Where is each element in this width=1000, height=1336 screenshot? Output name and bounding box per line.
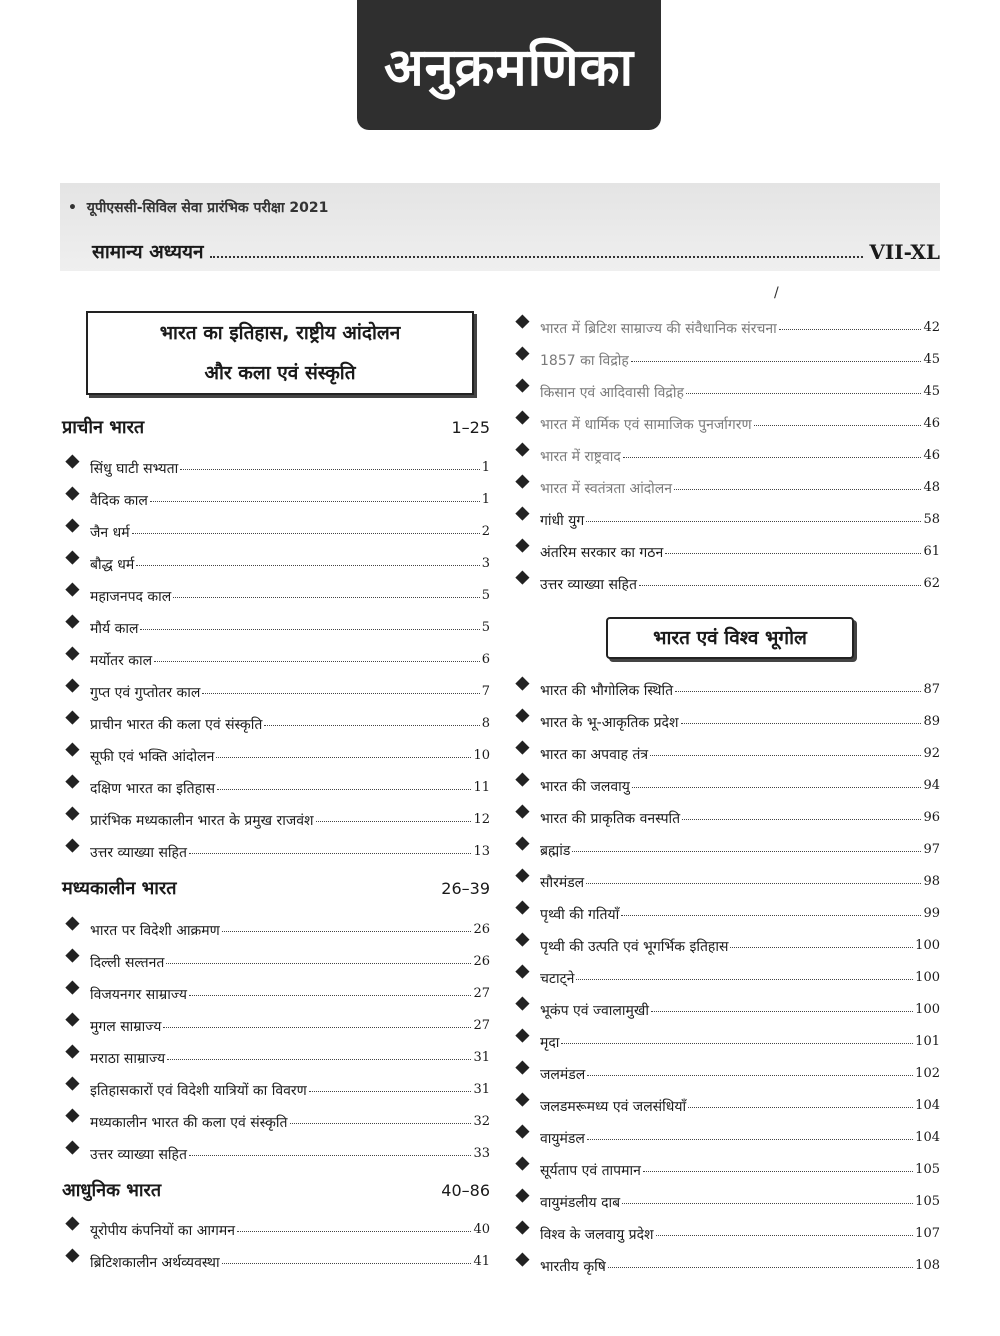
diamond-bullet-icon: [515, 1189, 529, 1203]
toc-item[interactable]: [62, 972, 490, 1004]
toc-item-label: मृदा: [540, 1035, 560, 1051]
diamond-bullet-icon: [515, 539, 529, 553]
toc-list-modern-continued: [512, 306, 940, 594]
toc-item-label: वायुमंडल: [540, 1131, 585, 1147]
section-medieval: [62, 874, 490, 902]
diamond-bullet-icon: [515, 347, 529, 361]
leader-dots: [621, 915, 921, 916]
toc-item-page: 48: [923, 480, 940, 495]
leader-dots: [632, 787, 922, 788]
toc-item-page: 89: [923, 714, 940, 729]
toc-item[interactable]: [62, 1100, 490, 1132]
leader-dots: [754, 425, 922, 426]
toc-item[interactable]: [512, 1052, 940, 1084]
diamond-bullet-icon: [515, 965, 529, 979]
diamond-bullet-icon: [65, 583, 79, 597]
toc-item-page: 104: [915, 1130, 940, 1145]
leader-dots: [643, 1171, 913, 1172]
toc-item[interactable]: [62, 1068, 490, 1100]
diamond-bullet-icon: [515, 507, 529, 521]
toc-item-page: 31: [473, 1082, 490, 1097]
toc-item-label: मर्योतर काल: [90, 653, 153, 669]
toc-item-page: 2: [481, 524, 490, 539]
diamond-bullet-icon: [515, 379, 529, 393]
section-range: 40–86: [441, 1180, 490, 1200]
toc-item[interactable]: [62, 1004, 490, 1036]
toc-item-page: 92: [923, 746, 940, 761]
leader-dots: [189, 995, 471, 996]
toc-item-page: 27: [473, 1018, 490, 1033]
toc-list-medieval: [62, 908, 490, 1164]
leader-dots: [217, 789, 471, 790]
diamond-bullet-icon: [515, 1157, 529, 1171]
exam-subject: सामान्य अध्ययन: [92, 241, 204, 263]
leader-dots: [608, 1267, 913, 1268]
toc-item-label: यूरोपीय कंपनियों का आगमन: [90, 1223, 236, 1239]
toc-list-geography: [512, 668, 940, 1276]
leader-dots: [222, 931, 472, 932]
leader-dots: [623, 457, 922, 458]
toc-item-page: 87: [923, 682, 940, 697]
leader-dots: [688, 1107, 913, 1108]
toc-item-page: 7: [481, 684, 490, 699]
diamond-bullet-icon: [65, 807, 79, 821]
leader-dots: [730, 947, 913, 948]
toc-item-page: 105: [915, 1194, 940, 1209]
leader-dots: [651, 1011, 913, 1012]
leader-dots: [576, 979, 913, 980]
leader-dots: [587, 1075, 913, 1076]
toc-item[interactable]: [62, 798, 490, 830]
diamond-bullet-icon: [65, 1109, 79, 1123]
toc-item[interactable]: [62, 542, 490, 574]
toc-item-page: 105: [915, 1162, 940, 1177]
section-ancient: [62, 413, 490, 441]
pen-mark: /: [774, 285, 779, 301]
diamond-bullet-icon: [515, 901, 529, 915]
geography-section-box: [606, 617, 854, 659]
toc-item-label: भूकंप एवं ज्वालामुखी: [540, 1003, 649, 1019]
diamond-bullet-icon: [65, 743, 79, 757]
toc-item-page: 5: [481, 620, 490, 635]
toc-item-label: जलडमरूमध्य एवं जलसंधियाँ: [540, 1099, 687, 1115]
diamond-bullet-icon: [65, 711, 79, 725]
diamond-bullet-icon: [515, 805, 529, 819]
diamond-bullet-icon: [515, 933, 529, 947]
leader-dots: [136, 565, 479, 566]
toc-item-page: 6: [481, 652, 490, 667]
toc-item[interactable]: [512, 466, 940, 498]
toc-item-page: 32: [473, 1114, 490, 1129]
toc-item-page: 27: [473, 986, 490, 1001]
toc-item-page: 61: [923, 544, 940, 559]
toc-item-label: उत्तर व्याख्या सहित: [540, 577, 637, 593]
leader-dots: [180, 469, 480, 470]
toc-item-label: जैन धर्म: [90, 525, 130, 541]
diamond-bullet-icon: [515, 837, 529, 851]
toc-item[interactable]: [512, 796, 940, 828]
leader-dots: [189, 1155, 472, 1156]
toc-item-label: बौद्ध धर्म: [90, 557, 135, 573]
toc-item[interactable]: [512, 956, 940, 988]
toc-item[interactable]: [62, 446, 490, 478]
exam-subject-row[interactable]: [92, 234, 940, 264]
leader-dots: [189, 853, 472, 854]
toc-item[interactable]: [62, 766, 490, 798]
toc-item[interactable]: [512, 1244, 940, 1276]
toc-item-label: भारत की जलवायु: [540, 779, 630, 795]
leader-dots: [682, 819, 921, 820]
leader-dots: [665, 553, 921, 554]
toc-item-label: जलमंडल: [540, 1067, 586, 1083]
toc-item[interactable]: [62, 940, 490, 972]
toc-item-page: 10: [473, 748, 490, 763]
toc-item-page: 45: [923, 352, 940, 367]
toc-item[interactable]: [512, 338, 940, 370]
toc-item-page: 41: [473, 1254, 490, 1269]
toc-item-label: वायुमंडलीय दाब: [540, 1195, 621, 1211]
toc-item-label: महाजनपद काल: [90, 589, 172, 605]
toc-item[interactable]: [62, 734, 490, 766]
toc-item[interactable]: [62, 510, 490, 542]
toc-item[interactable]: [512, 562, 940, 594]
diamond-bullet-icon: [65, 981, 79, 995]
toc-item[interactable]: [62, 1132, 490, 1164]
toc-item[interactable]: [62, 638, 490, 670]
toc-item-label: भारत की भौगोलिक स्थिति: [540, 683, 674, 699]
leader-dots: [586, 883, 921, 884]
toc-item[interactable]: [512, 306, 940, 338]
leader-dots: [656, 1235, 914, 1236]
toc-list-ancient: [62, 446, 490, 862]
diamond-bullet-icon: [515, 1061, 529, 1075]
toc-item[interactable]: [62, 1240, 490, 1272]
toc-item-label: विश्व के जलवायु प्रदेश: [540, 1227, 654, 1243]
toc-item[interactable]: [512, 1084, 940, 1116]
toc-item-page: 45: [923, 384, 940, 399]
toc-item-page: 26: [473, 954, 490, 969]
leader-dots: [622, 1203, 913, 1204]
page-title: अनुक्रमणिका: [383, 37, 635, 98]
leader-dots: [202, 693, 479, 694]
leader-dots: [222, 1263, 472, 1264]
toc-item-label: चटाट्ने: [540, 971, 575, 987]
toc-item-page: 101: [915, 1034, 940, 1049]
exam-pages: VII-XL: [869, 240, 940, 264]
toc-item-page: 11: [473, 780, 490, 795]
toc-item-label: सूफी एवं भक्ति आंदोलन: [90, 749, 215, 765]
toc-item-page: 13: [473, 844, 490, 859]
diamond-bullet-icon: [515, 443, 529, 457]
exam-line: [68, 198, 328, 217]
toc-item[interactable]: [62, 830, 490, 862]
leader-dots: [639, 585, 922, 586]
toc-item-page: 12: [473, 812, 490, 827]
toc-item[interactable]: [62, 908, 490, 940]
diamond-bullet-icon: [65, 487, 79, 501]
toc-item-label: प्रारंभिक मध्यकालीन भारत के प्रमुख राजवंश: [90, 813, 314, 829]
diamond-bullet-icon: [65, 1249, 79, 1263]
toc-item[interactable]: [512, 828, 940, 860]
title-banner: [357, 0, 661, 130]
leader-dots: [132, 533, 480, 534]
section-heading: आधुनिक भारत: [62, 1180, 162, 1201]
diamond-bullet-icon: [515, 869, 529, 883]
toc-item-page: 1: [481, 492, 490, 507]
toc-item[interactable]: [512, 764, 940, 796]
toc-item[interactable]: [512, 530, 940, 562]
diamond-bullet-icon: [515, 1029, 529, 1043]
toc-item-label: मुगल साम्राज्य: [90, 1019, 162, 1035]
toc-item-label: मध्यकालीन भारत की कला एवं संस्कृति: [90, 1115, 288, 1131]
toc-item-label: भारत में स्वतंत्रता आंदोलन: [540, 481, 673, 497]
diamond-bullet-icon: [65, 519, 79, 533]
toc-item[interactable]: [62, 702, 490, 734]
toc-item-label: भारत में धार्मिक एवं सामाजिक पुनर्जागरण: [540, 417, 752, 433]
diamond-bullet-icon: [515, 571, 529, 585]
toc-item-page: 97: [923, 842, 940, 857]
toc-item-label: वैदिक काल: [90, 493, 148, 509]
toc-item-page: 98: [923, 874, 940, 889]
toc-item[interactable]: [512, 700, 940, 732]
diamond-bullet-icon: [65, 1217, 79, 1231]
toc-item[interactable]: [512, 892, 940, 924]
toc-item[interactable]: [62, 574, 490, 606]
leader-dots: [216, 757, 471, 758]
section-modern: [62, 1176, 490, 1204]
toc-item[interactable]: [512, 1180, 940, 1212]
toc-item[interactable]: [62, 606, 490, 638]
diamond-bullet-icon: [65, 775, 79, 789]
toc-item-label: उत्तर व्याख्या सहित: [90, 845, 187, 861]
toc-item-page: 31: [473, 1050, 490, 1065]
diamond-bullet-icon: [65, 917, 79, 931]
toc-item-label: सूर्यताप एवं तापमान: [540, 1163, 641, 1179]
toc-item-page: 46: [923, 448, 940, 463]
toc-item-label: भारत का अपवाह तंत्र: [540, 747, 649, 763]
toc-item-label: प्राचीन भारत की कला एवं संस्कृति: [90, 717, 263, 733]
toc-item-page: 46: [923, 416, 940, 431]
toc-item[interactable]: [512, 1116, 940, 1148]
diamond-bullet-icon: [65, 1045, 79, 1059]
toc-item-label: दक्षिण भारत का इतिहास: [90, 781, 216, 797]
toc-item[interactable]: [512, 370, 940, 402]
toc-item-page: 104: [915, 1098, 940, 1113]
toc-list-modern: [62, 1208, 490, 1272]
toc-item-page: 100: [915, 970, 940, 985]
toc-item-page: 8: [481, 716, 490, 731]
diamond-bullet-icon: [515, 1093, 529, 1107]
toc-item-label: भारत की प्राकृतिक वनस्पति: [540, 811, 681, 827]
toc-item-label: मौर्य काल: [90, 621, 139, 637]
toc-item[interactable]: [512, 1148, 940, 1180]
toc-item-page: 100: [915, 938, 940, 953]
toc-item-label: उत्तर व्याख्या सहित: [90, 1147, 187, 1163]
toc-item-label: भारत में ब्रिटिश साम्राज्य की संवैधानिक संरचना: [540, 321, 777, 337]
toc-item-page: 42: [923, 320, 940, 335]
toc-item[interactable]: [62, 670, 490, 702]
toc-item-label: 1857 का विद्रोह: [540, 353, 629, 369]
diamond-bullet-icon: [515, 773, 529, 787]
toc-item-page: 5: [481, 588, 490, 603]
toc-item[interactable]: [512, 860, 940, 892]
toc-item[interactable]: [512, 988, 940, 1020]
diamond-bullet-icon: [65, 949, 79, 963]
toc-item-label: भारत पर विदेशी आक्रमण: [90, 923, 220, 939]
toc-item-page: 96: [923, 810, 940, 825]
leader-dots: [572, 851, 921, 852]
history-box-title-1: भारत का इतिहास, राष्ट्रीय आंदोलन: [159, 322, 401, 344]
toc-item-label: ब्रह्मांड: [540, 843, 571, 859]
diamond-bullet-icon: [515, 709, 529, 723]
diamond-bullet-icon: [65, 615, 79, 629]
leader-dots: [779, 329, 922, 330]
diamond-bullet-icon: [65, 679, 79, 693]
leader-dots: [586, 521, 921, 522]
diamond-bullet-icon: [65, 551, 79, 565]
leader-dots: [309, 1091, 472, 1092]
leader-dots: [166, 963, 471, 964]
diamond-bullet-icon: [65, 455, 79, 469]
toc-item-label: मराठा साम्राज्य: [90, 1051, 166, 1067]
diamond-bullet-icon: [65, 1141, 79, 1155]
toc-item[interactable]: [512, 434, 940, 466]
toc-item-label: अंतरिम सरकार का गठन: [540, 545, 664, 561]
leader-dots: [264, 725, 479, 726]
toc-item-label: विजयनगर साम्राज्य: [90, 987, 187, 1003]
toc-item-page: 108: [915, 1258, 940, 1273]
leader-dots: [154, 661, 480, 662]
toc-item-label: गांधी युग: [540, 513, 585, 529]
leader-dots: [587, 1139, 913, 1140]
toc-item-page: 40: [473, 1222, 490, 1237]
toc-item-label: भारतीय कृषि: [540, 1259, 606, 1275]
toc-item-page: 94: [923, 778, 940, 793]
diamond-bullet-icon: [515, 677, 529, 691]
toc-item-label: पृथ्वी की उत्पति एवं भूगर्भिक इतिहास: [540, 939, 729, 955]
toc-item[interactable]: [62, 1208, 490, 1240]
toc-item[interactable]: [512, 732, 940, 764]
toc-item-page: 33: [473, 1146, 490, 1161]
diamond-bullet-icon: [65, 1077, 79, 1091]
history-box-title-2: और कला एवं संस्कृति: [204, 362, 356, 384]
toc-item[interactable]: [512, 1020, 940, 1052]
toc-item-label: भारत के भू-आकृतिक प्रदेश: [540, 715, 679, 731]
diamond-bullet-icon: [515, 741, 529, 755]
exam-name: यूपीएससी-सिविल सेवा प्रारंभिक परीक्षा 2021: [86, 200, 329, 216]
leader-dots: [631, 361, 922, 362]
toc-item-label: सौरमंडल: [540, 875, 585, 891]
diamond-bullet-icon: [65, 1013, 79, 1027]
toc-item-label: गुप्त एवं गुप्तोतर काल: [90, 685, 201, 701]
toc-item-label: पृथ्वी की गतियाँ: [540, 907, 620, 923]
leader-dots: [140, 629, 479, 630]
toc-item[interactable]: [512, 668, 940, 700]
toc-item-page: 99: [923, 906, 940, 921]
leader-dots: [237, 1231, 471, 1232]
toc-item[interactable]: [62, 478, 490, 510]
diamond-bullet-icon: [515, 411, 529, 425]
toc-item-page: 102: [915, 1066, 940, 1081]
toc-item-page: 58: [923, 512, 940, 527]
toc-item-label: इतिहासकारों एवं विदेशी यात्रियों का विवरण: [90, 1083, 307, 1099]
toc-item-label: दिल्ली सल्तनत: [90, 955, 165, 971]
leader-dots: [210, 256, 864, 258]
history-section-box: [86, 311, 474, 395]
leader-dots: [316, 821, 472, 822]
section-range: 1–25: [451, 417, 490, 437]
section-range: 26–39: [441, 878, 490, 898]
leader-dots: [173, 597, 479, 598]
leader-dots: [675, 691, 921, 692]
toc-item-page: 62: [923, 576, 940, 591]
leader-dots: [290, 1123, 472, 1124]
diamond-bullet-icon: [515, 997, 529, 1011]
leader-dots: [674, 489, 921, 490]
toc-item-page: 100: [915, 1002, 940, 1017]
leader-dots: [686, 393, 922, 394]
diamond-bullet-icon: [515, 315, 529, 329]
toc-item-label: सिंधु घाटी सभ्यता: [90, 461, 179, 477]
toc-item[interactable]: [62, 1036, 490, 1068]
section-heading: मध्यकालीन भारत: [62, 878, 177, 899]
toc-item-page: 107: [915, 1226, 940, 1241]
toc-item-label: ब्रिटिशकालीन अर्थव्यवस्था: [90, 1255, 220, 1271]
diamond-bullet-icon: [515, 1125, 529, 1139]
diamond-bullet-icon: [515, 475, 529, 489]
toc-item[interactable]: [512, 1212, 940, 1244]
toc-item[interactable]: [512, 402, 940, 434]
toc-item-page: 3: [481, 556, 490, 571]
leader-dots: [163, 1027, 471, 1028]
diamond-bullet-icon: [65, 839, 79, 853]
geography-box-title: भारत एवं विश्व भूगोल: [653, 627, 807, 649]
toc-item-page: 1: [481, 460, 490, 475]
leader-dots: [167, 1059, 471, 1060]
toc-item-page: 26: [473, 922, 490, 937]
leader-dots: [681, 723, 922, 724]
toc-item-label: किसान एवं आदिवासी विद्रोह: [540, 385, 684, 401]
toc-item[interactable]: [512, 924, 940, 956]
diamond-bullet-icon: [515, 1253, 529, 1267]
exam-bullet: •: [68, 200, 87, 216]
toc-item-label: भारत में राष्ट्रवाद: [540, 449, 621, 465]
leader-dots: [650, 755, 921, 756]
toc-item[interactable]: [512, 498, 940, 530]
diamond-bullet-icon: [65, 647, 79, 661]
leader-dots: [561, 1043, 913, 1044]
section-heading: प्राचीन भारत: [62, 417, 145, 438]
leader-dots: [150, 501, 480, 502]
diamond-bullet-icon: [515, 1221, 529, 1235]
